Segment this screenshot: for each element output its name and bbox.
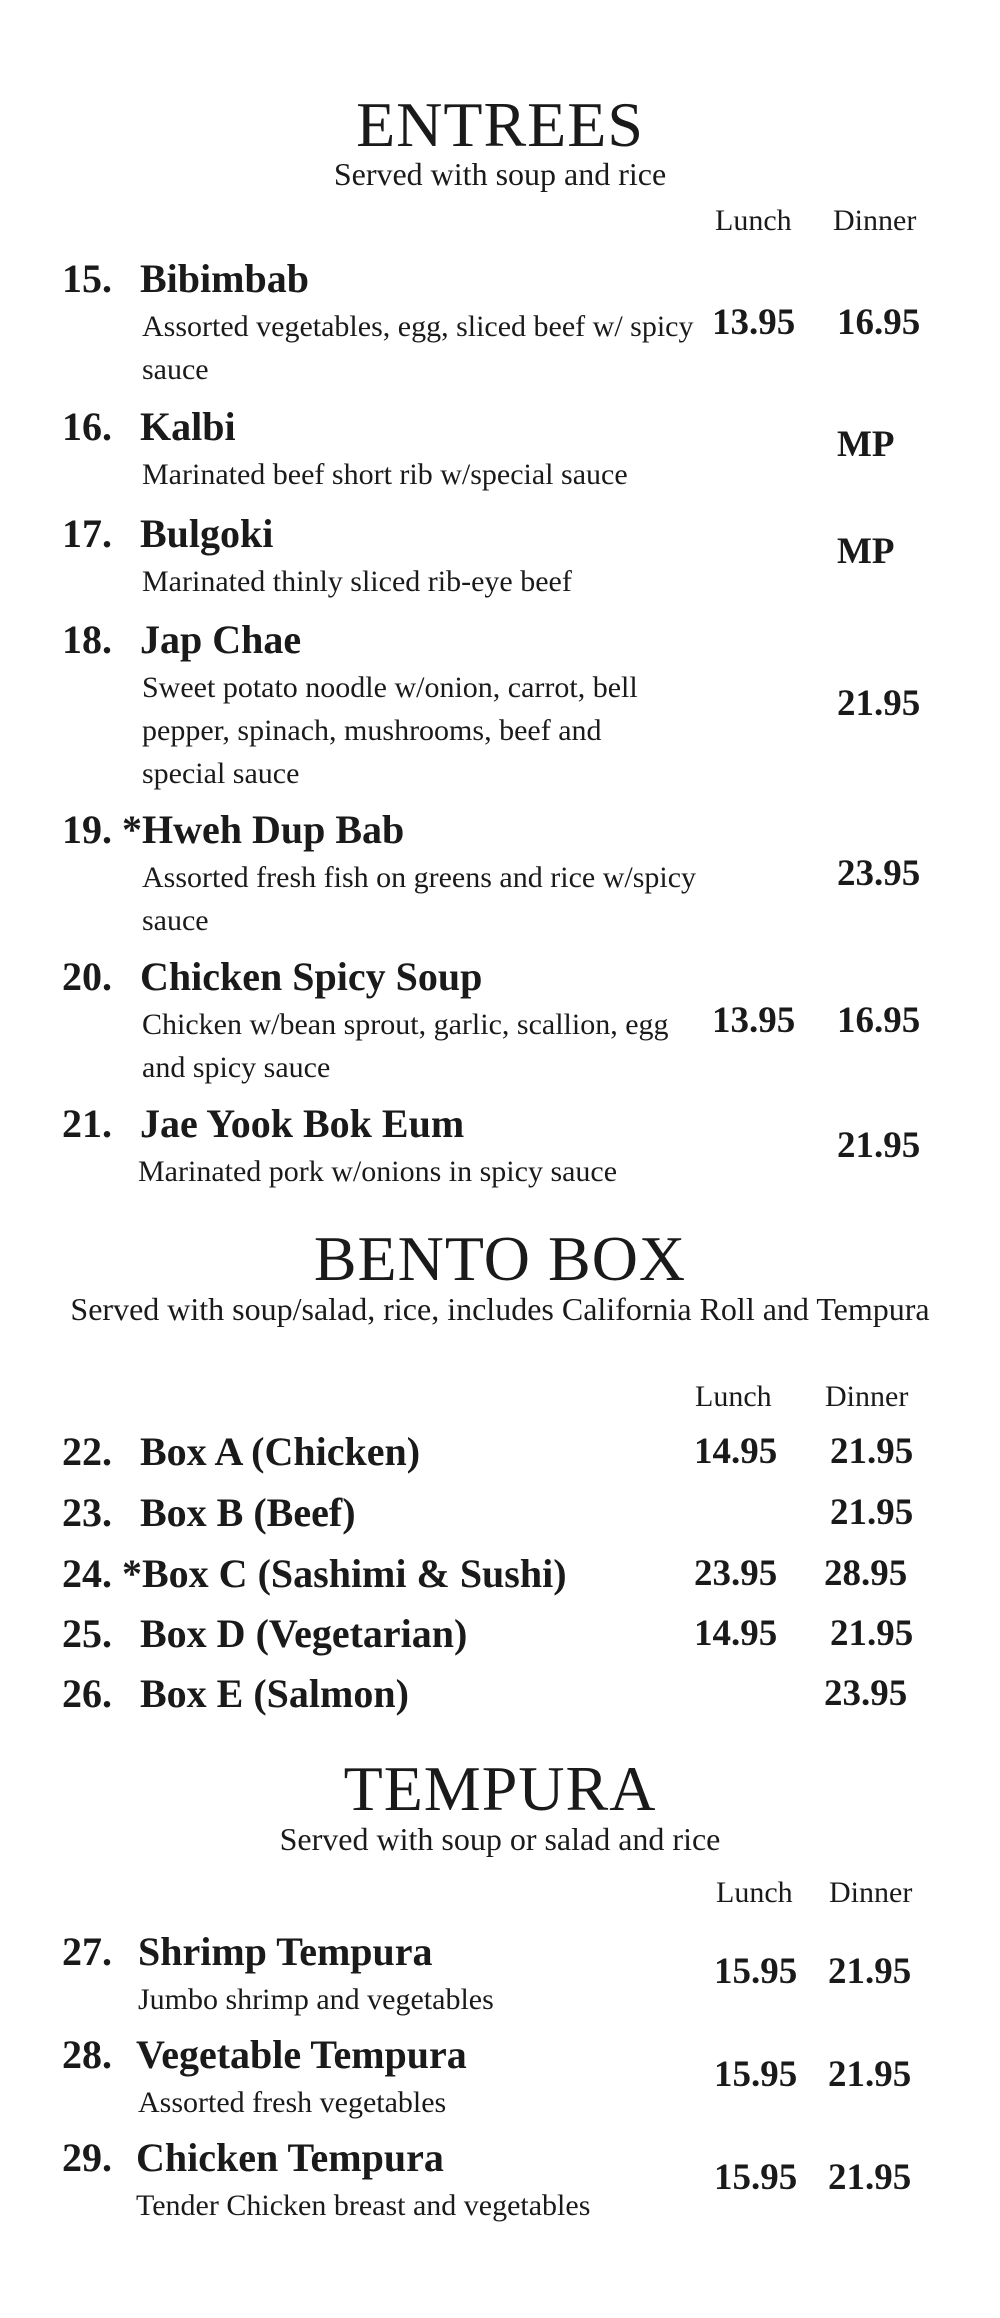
- entrees-lunch-header: Lunch: [715, 204, 792, 237]
- item-name: Jae Yook Bok Eum: [140, 1101, 465, 1146]
- item-number: 15.: [62, 256, 112, 301]
- item-name: Box D (Vegetarian): [140, 1611, 468, 1656]
- entrees-subtitle: Served with soup and rice: [333, 156, 667, 192]
- dinner-price: 23.95: [824, 1673, 908, 1714]
- item-description: Marinated thinly sliced rib-eye beef: [142, 565, 572, 598]
- dinner-price: 16.95: [837, 1000, 921, 1041]
- lunch-price: 14.95: [694, 1431, 778, 1472]
- item-description: Chicken w/bean sprout, garlic, scallion, egg and spicy sauce: [142, 1008, 669, 1084]
- item-number: 28.: [62, 2032, 112, 2077]
- lunch-price: 13.95: [712, 1000, 796, 1041]
- dinner-price: MP: [837, 531, 895, 572]
- item-number: 27.: [62, 1929, 112, 1974]
- item-description: Assorted vegetables, egg, sliced beef w/ spicy sauce: [142, 310, 694, 386]
- dinner-price: 21.95: [837, 1125, 921, 1166]
- dinner-price: 28.95: [824, 1553, 908, 1594]
- item-name: Vegetable Tempura: [136, 2032, 467, 2077]
- item-description: Assorted fresh vegetables: [138, 2086, 447, 2119]
- item-name: Chicken Spicy Soup: [140, 954, 483, 999]
- bento-title: BENTO BOX: [313, 1223, 687, 1294]
- dinner-price: 21.95: [828, 2157, 912, 2198]
- tempura-subtitle: Served with soup or salad and rice: [279, 1821, 721, 1857]
- lunch-price: 15.95: [714, 2157, 798, 2198]
- item-number: 23.: [62, 1490, 112, 1535]
- dinner-price: 21.95: [828, 1951, 912, 1992]
- item-number: 29.: [62, 2135, 112, 2180]
- bento-dinner-header: Dinner: [825, 1380, 909, 1413]
- item-description: Marinated pork w/onions in spicy sauce: [138, 1155, 618, 1188]
- item-number: 21.: [62, 1101, 112, 1146]
- tempura-lunch-header: Lunch: [716, 1876, 793, 1909]
- item-number: 22.: [62, 1429, 112, 1474]
- item-name: Chicken Tempura: [136, 2135, 444, 2180]
- item-description: Sweet potato noodle w/onion, carrot, bell pepper, spinach, mushrooms, beef and special sauce: [142, 671, 638, 790]
- tempura-title: TEMPURA: [343, 1753, 657, 1824]
- item-number: 25.: [62, 1611, 112, 1656]
- dinner-price: 21.95: [828, 2054, 912, 2095]
- item-name: Kalbi: [140, 404, 236, 449]
- dinner-price: 21.95: [830, 1492, 914, 1533]
- dinner-price: 21.95: [830, 1613, 914, 1654]
- lunch-price: 23.95: [694, 1553, 778, 1594]
- bento-lunch-header: Lunch: [695, 1380, 772, 1413]
- item-name: Shrimp Tempura: [138, 1929, 433, 1974]
- item-number: 24.: [62, 1551, 112, 1596]
- item-number: 20.: [62, 954, 112, 999]
- bento-subtitle: Served with soup/salad, rice, includes California Roll and Tempura: [70, 1291, 930, 1327]
- item-name: Box A (Chicken): [140, 1429, 421, 1474]
- dinner-price: MP: [837, 424, 895, 465]
- tempura-dinner-header: Dinner: [829, 1876, 913, 1909]
- item-number: 18.: [62, 617, 112, 662]
- item-name: Jap Chae: [140, 617, 302, 662]
- item-description: Jumbo shrimp and vegetables: [138, 1983, 494, 2016]
- dinner-price: 23.95: [837, 853, 921, 894]
- entrees-title: ENTREES: [356, 89, 644, 160]
- item-name: Bulgoki: [140, 511, 274, 556]
- item-name: *Hweh Dup Bab: [122, 807, 405, 852]
- dinner-price: 21.95: [830, 1431, 914, 1472]
- lunch-price: 15.95: [714, 2054, 798, 2095]
- item-name: Bibimbab: [140, 256, 309, 301]
- lunch-price: 15.95: [714, 1951, 798, 1992]
- lunch-price: 14.95: [694, 1613, 778, 1654]
- dinner-price: 21.95: [837, 683, 921, 724]
- item-name: Box B (Beef): [140, 1490, 356, 1535]
- item-name: Box E (Salmon): [140, 1671, 409, 1716]
- item-description: Tender Chicken breast and vegetables: [136, 2189, 591, 2222]
- entrees-dinner-header: Dinner: [833, 204, 917, 237]
- item-number: 17.: [62, 511, 112, 556]
- item-number: 16.: [62, 404, 112, 449]
- item-number: 26.: [62, 1671, 112, 1716]
- item-name: *Box C (Sashimi & Sushi): [122, 1551, 567, 1596]
- item-description: Assorted fresh fish on greens and rice w/spicy sauce: [142, 861, 697, 937]
- dinner-price: 16.95: [837, 302, 921, 343]
- item-description: Marinated beef short rib w/special sauce: [142, 458, 628, 491]
- item-number: 19.: [62, 807, 112, 852]
- lunch-price: 13.95: [712, 302, 796, 343]
